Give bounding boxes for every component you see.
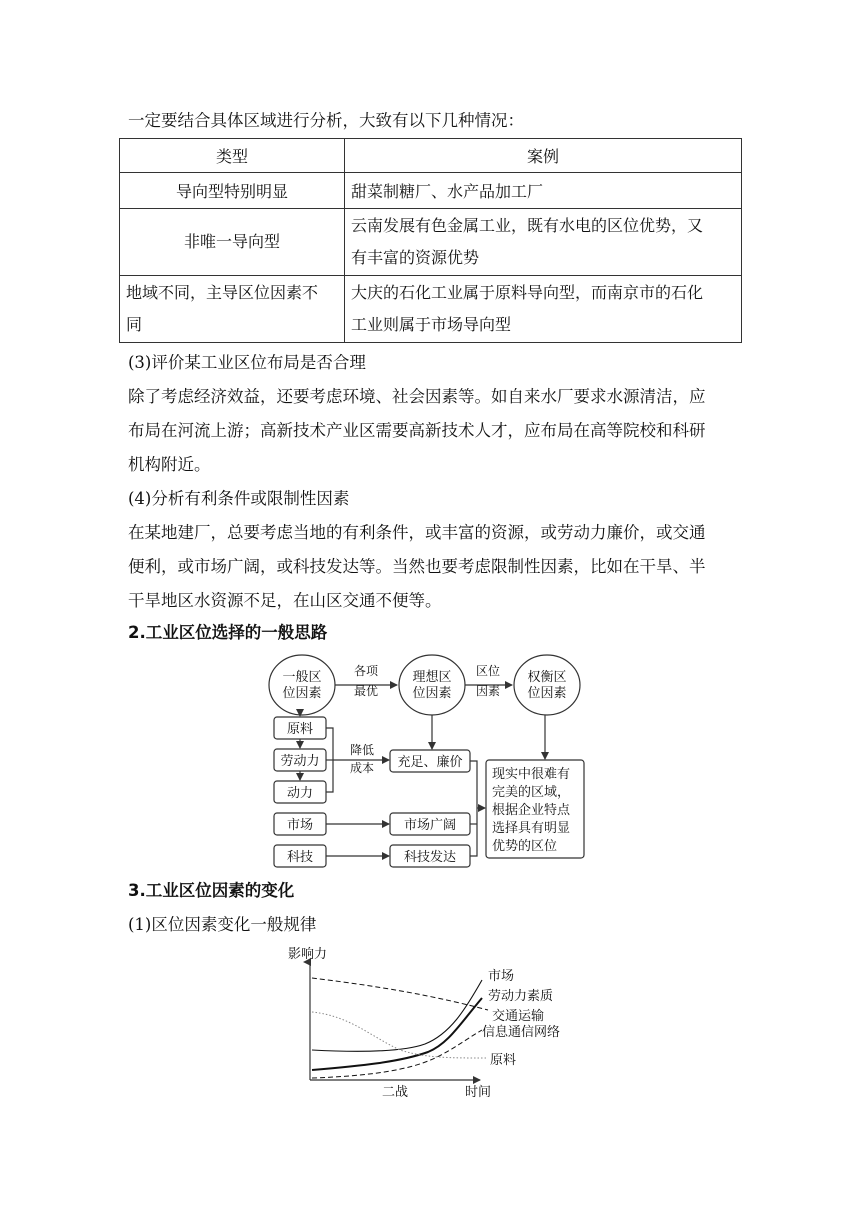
series-label-market: 市场: [488, 969, 515, 984]
section4-line: 在某地建厂，总要考虑当地的有利条件，或丰富的资源，或劳动力廉价，或交通: [128, 523, 706, 542]
row-case: 甜菜制糖厂、水产品加工厂: [345, 173, 742, 209]
section4-line: 干旱地区水资源不足，在山区交通不便等。: [128, 591, 442, 610]
section3-heading: (3)评价某工业区位布局是否合理: [128, 353, 366, 372]
result-cheap: 充足、廉价: [397, 755, 463, 770]
x-axis-label: 时间: [465, 1085, 492, 1100]
factor-change-chart: [260, 940, 600, 1100]
series-info-line: [312, 1030, 482, 1078]
series-label-info: 信息通信网络: [482, 1025, 561, 1040]
factor-labor: 劳动力: [280, 754, 320, 769]
final-line: 完美的区域，: [492, 785, 571, 800]
final-line: 优势的区位: [492, 839, 558, 854]
node-general-factors: [269, 655, 335, 715]
row-type-line: 同: [126, 315, 143, 334]
series-transport-line: [312, 978, 488, 1010]
factor-power: 动力: [286, 786, 314, 801]
series-labor-line: [312, 998, 482, 1070]
result-market: 市场广阔: [403, 818, 457, 833]
intro-text: 一定要结合具体区域进行分析，大致有以下几种情况：: [128, 111, 524, 130]
node3-line2: 位因素: [527, 686, 567, 701]
final-line: 根据企业特点: [492, 803, 571, 818]
section3-line: 布局在河流上游；高新技术产业区需要高新技术人才，应布局在高等院校和科研: [128, 421, 706, 440]
reduce-label1: 降低: [349, 743, 375, 757]
section3-line: 除了考虑经济效益，还要考虑环境、社会因素等。如自来水厂要求水源清洁，应: [128, 387, 706, 406]
x-marker-label: 二战: [382, 1085, 409, 1100]
row-case-line: 有丰富的资源优势: [351, 248, 480, 267]
arrow2-label1: 区位: [475, 664, 501, 678]
node-tradeoff-factors: [514, 655, 580, 715]
subheading-1: (1)区位因素变化一般规律: [128, 915, 317, 934]
row-type-line: 地域不同，主导区位因素不: [126, 283, 319, 302]
series-market-line: [312, 980, 482, 1051]
section4-heading: (4)分析有利条件或限制性因素: [128, 489, 350, 508]
row-case-line: 云南发展有色金属工业，既有水电的区位优势，又: [351, 216, 704, 235]
result-tech: 科技发达: [403, 850, 457, 865]
final-line: 现实中很难有: [492, 767, 571, 782]
heading-2: 2.工业区位选择的一般思路: [128, 623, 328, 642]
row-case-line: 大庆的石化工业属于原料导向型，而南京市的石化: [351, 283, 704, 302]
node2-line2: 位因素: [412, 686, 452, 701]
header-type: 类型: [120, 139, 345, 173]
series-label-transport: 交通运输: [492, 1009, 545, 1024]
node-ideal-factors: [399, 655, 465, 715]
series-label-raw: 原料: [490, 1053, 517, 1068]
row-case-line: 工业则属于市场导向型: [351, 315, 512, 334]
node1-line2: 位因素: [282, 686, 322, 701]
y-axis-label: 影响力: [288, 947, 328, 962]
factor-raw: 原料: [286, 722, 314, 737]
header-case: 案例: [345, 139, 742, 173]
section3-line: 机构附近。: [128, 455, 211, 474]
node1-line1: 一般区: [282, 670, 322, 685]
arrow1-label1: 各项: [353, 664, 379, 678]
arrow1-label2: 最优: [353, 684, 379, 698]
row-type: 导向型特别明显: [120, 173, 345, 209]
factor-market: 市场: [286, 818, 314, 833]
heading-3: 3.工业区位因素的变化: [128, 881, 295, 900]
final-line: 选择具有明显: [492, 821, 571, 836]
series-label-labor: 劳动力素质: [488, 989, 554, 1004]
arrow2-label2: 因素: [475, 684, 501, 698]
row-type: 非唯一导向型: [120, 209, 345, 276]
reduce-label2: 成本: [349, 761, 375, 775]
section4-line: 便利，或市场广阔，或科技发达等。当然也要考虑限制性因素，比如在干旱、半: [128, 557, 706, 576]
node3-line1: 权衡区: [527, 670, 567, 685]
factor-tech: 科技: [286, 850, 314, 865]
node2-line1: 理想区: [412, 670, 452, 685]
